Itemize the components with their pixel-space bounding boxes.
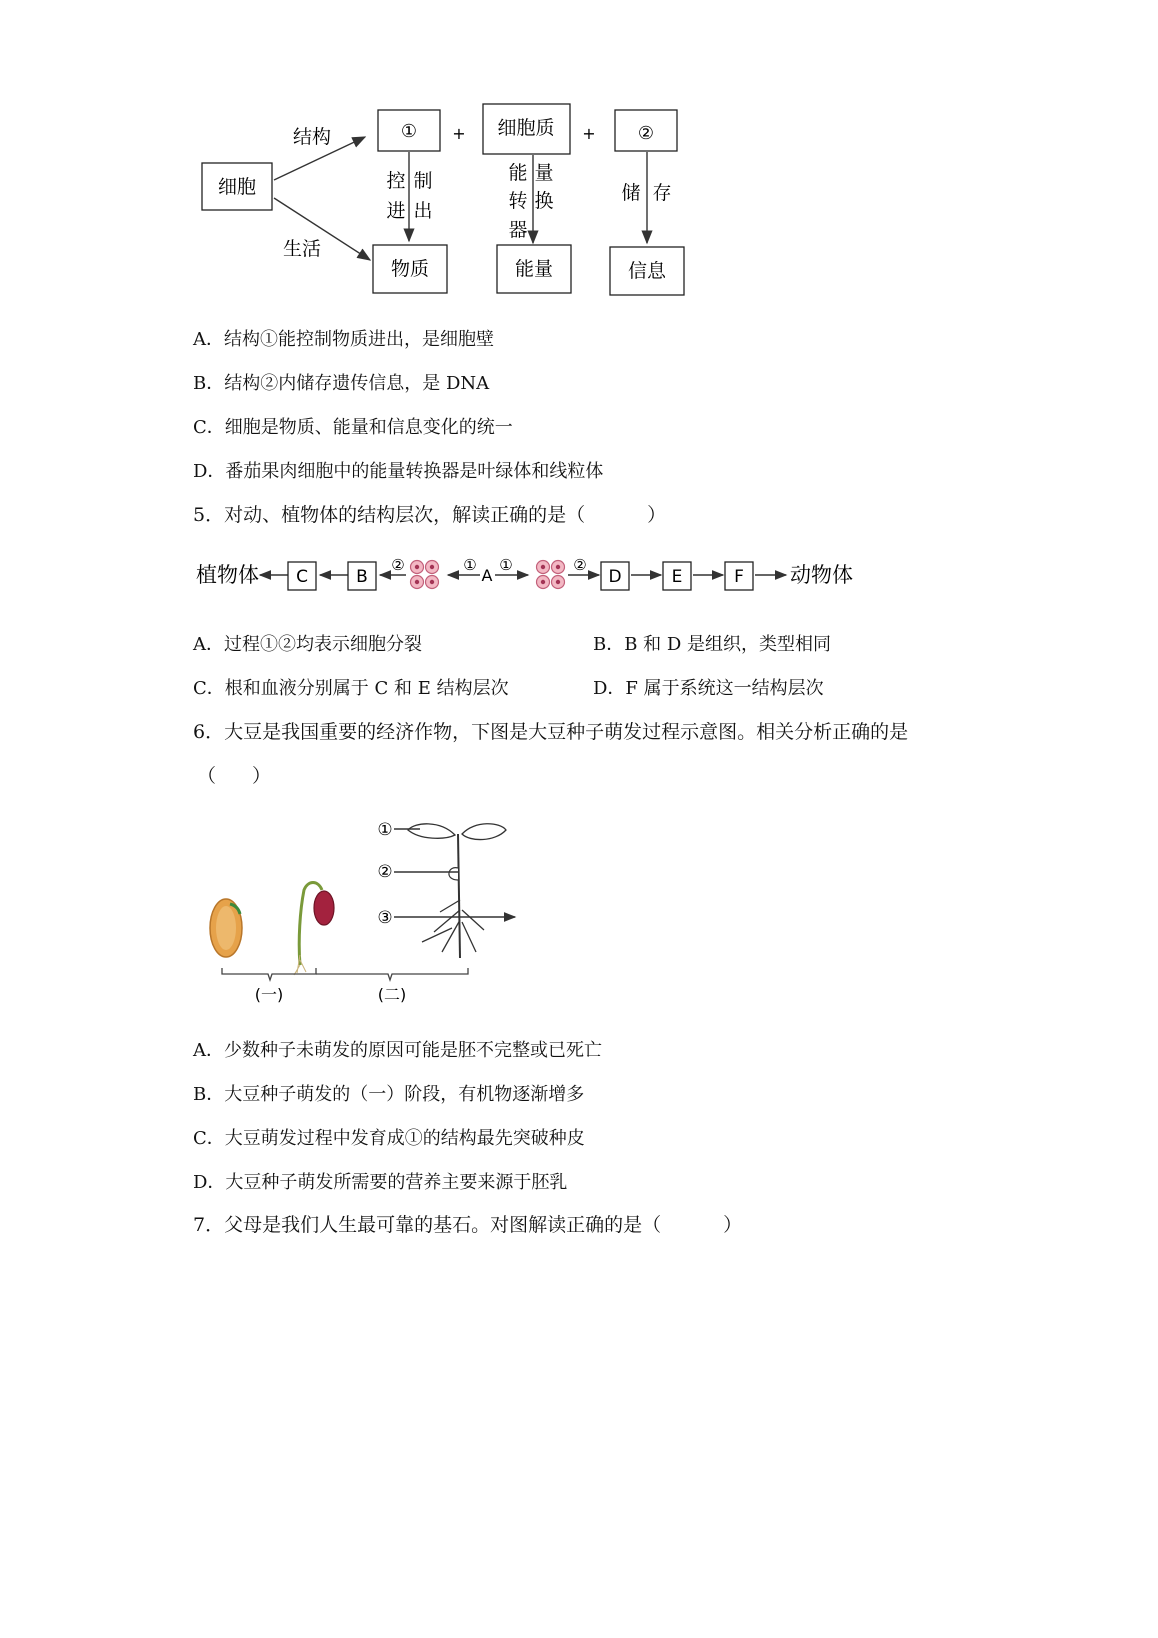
soybean-seed bbox=[210, 899, 242, 957]
step1-left-label: ① bbox=[463, 556, 477, 574]
q5-option-b: B．B 和 D 是组织，类型相同 bbox=[593, 634, 832, 655]
marker-3: ③ bbox=[377, 908, 393, 928]
marker-1: ① bbox=[377, 820, 393, 840]
q6-paren-close: ） bbox=[252, 765, 272, 787]
store-text-2: 存 bbox=[652, 182, 672, 204]
q5-option-a: A．过程①②均表示细胞分裂 bbox=[193, 634, 422, 655]
q6-option-b: B．大豆种子萌发的（一）阶段，有机物逐渐增多 bbox=[193, 1084, 585, 1105]
energy-text-1: 能 bbox=[508, 162, 528, 184]
box-c-label: C bbox=[296, 567, 308, 587]
brace-stage-1 bbox=[222, 968, 316, 980]
box-f-label: F bbox=[734, 567, 744, 587]
step1-right-label: ① bbox=[499, 556, 513, 574]
q5-stem-end: ） bbox=[647, 504, 667, 526]
q7-stem-end: ） bbox=[723, 1214, 743, 1236]
plus-2: + bbox=[582, 124, 596, 143]
q7-stem-text: 7．父母是我们人生最可靠的基石。对图解读正确的是（ bbox=[193, 1214, 662, 1236]
q5-stem-text: 5．对动、植物体的结构层次，解读正确的是（ bbox=[193, 504, 586, 526]
box-d-label: D bbox=[608, 567, 622, 587]
plant-body-label: 植物体 bbox=[196, 563, 259, 587]
cell-structure-diagram bbox=[190, 95, 710, 305]
energy-text-3: 转 bbox=[508, 190, 528, 212]
control-text-2: 制 bbox=[413, 170, 433, 192]
brace-stage-2 bbox=[316, 968, 468, 980]
q4-option-d: D．番茄果肉细胞中的能量转换器是叶绿体和线粒体 bbox=[193, 461, 604, 482]
animal-body-label: 动物体 bbox=[790, 563, 853, 587]
q7-stem bbox=[193, 1212, 742, 1238]
q6-stem: 6．大豆是我国重要的经济作物，下图是大豆种子萌发过程示意图。相关分析正确的是 bbox=[193, 721, 909, 743]
q6-stem-paren bbox=[197, 763, 271, 789]
plus-1: + bbox=[452, 124, 466, 143]
control-text-3: 进 bbox=[386, 200, 406, 222]
cytoplasm-label: 细胞质 bbox=[497, 117, 555, 139]
matter-label: 物质 bbox=[390, 258, 430, 280]
cell-a-label: A bbox=[481, 566, 493, 585]
box-b-label: B bbox=[356, 567, 368, 587]
cell-cluster-right bbox=[537, 561, 565, 589]
structure-levels-diagram bbox=[190, 548, 870, 608]
soybean-seedling bbox=[408, 824, 506, 958]
q5-option-c: C．根和血液分别属于 C 和 E 结构层次 bbox=[193, 678, 509, 699]
life-label: 生活 bbox=[282, 238, 322, 260]
q5-stem bbox=[193, 502, 666, 528]
sprouting-seed bbox=[294, 883, 334, 976]
cell-cluster-left bbox=[411, 561, 439, 589]
q4-option-b: B．结构②内储存遗传信息，是 DNA bbox=[193, 373, 490, 394]
box-e-label: E bbox=[671, 567, 683, 587]
q4-option-a: A．结构①能控制物质进出，是细胞壁 bbox=[193, 329, 494, 350]
q5-option-d: D．F 属于系统这一结构层次 bbox=[593, 678, 824, 699]
box-2-label: ② bbox=[637, 123, 655, 144]
stage-1-label: (一) bbox=[254, 985, 284, 1004]
soybean-germination-diagram bbox=[200, 810, 550, 1010]
q6-option-a: A．少数种子未萌发的原因可能是胚不完整或已死亡 bbox=[193, 1040, 602, 1061]
q4-option-c: C．细胞是物质、能量和信息变化的统一 bbox=[193, 417, 513, 438]
energy-text-2: 量 bbox=[534, 162, 554, 184]
structure-label: 结构 bbox=[292, 126, 332, 148]
energy-text-4: 换 bbox=[534, 190, 554, 212]
q6-option-d: D．大豆种子萌发所需要的营养主要来源于胚乳 bbox=[193, 1172, 568, 1193]
info-label: 信息 bbox=[627, 260, 667, 282]
control-text-1: 控 bbox=[386, 170, 406, 192]
energy-label: 能量 bbox=[514, 258, 554, 280]
energy-text-5: 器 bbox=[508, 219, 528, 241]
cell-label: 细胞 bbox=[217, 176, 257, 198]
box-1-label: ① bbox=[400, 121, 418, 142]
step2-right-label: ② bbox=[573, 556, 587, 574]
store-text-1: 储 bbox=[621, 182, 641, 204]
q6-paren-open: （ bbox=[197, 765, 217, 787]
stage-2-label: (二) bbox=[377, 985, 407, 1004]
marker-2: ② bbox=[377, 862, 393, 882]
control-text-4: 出 bbox=[413, 200, 433, 222]
q6-option-c: C．大豆萌发过程中发育成①的结构最先突破种皮 bbox=[193, 1128, 585, 1149]
step2-left-label: ② bbox=[391, 556, 405, 574]
